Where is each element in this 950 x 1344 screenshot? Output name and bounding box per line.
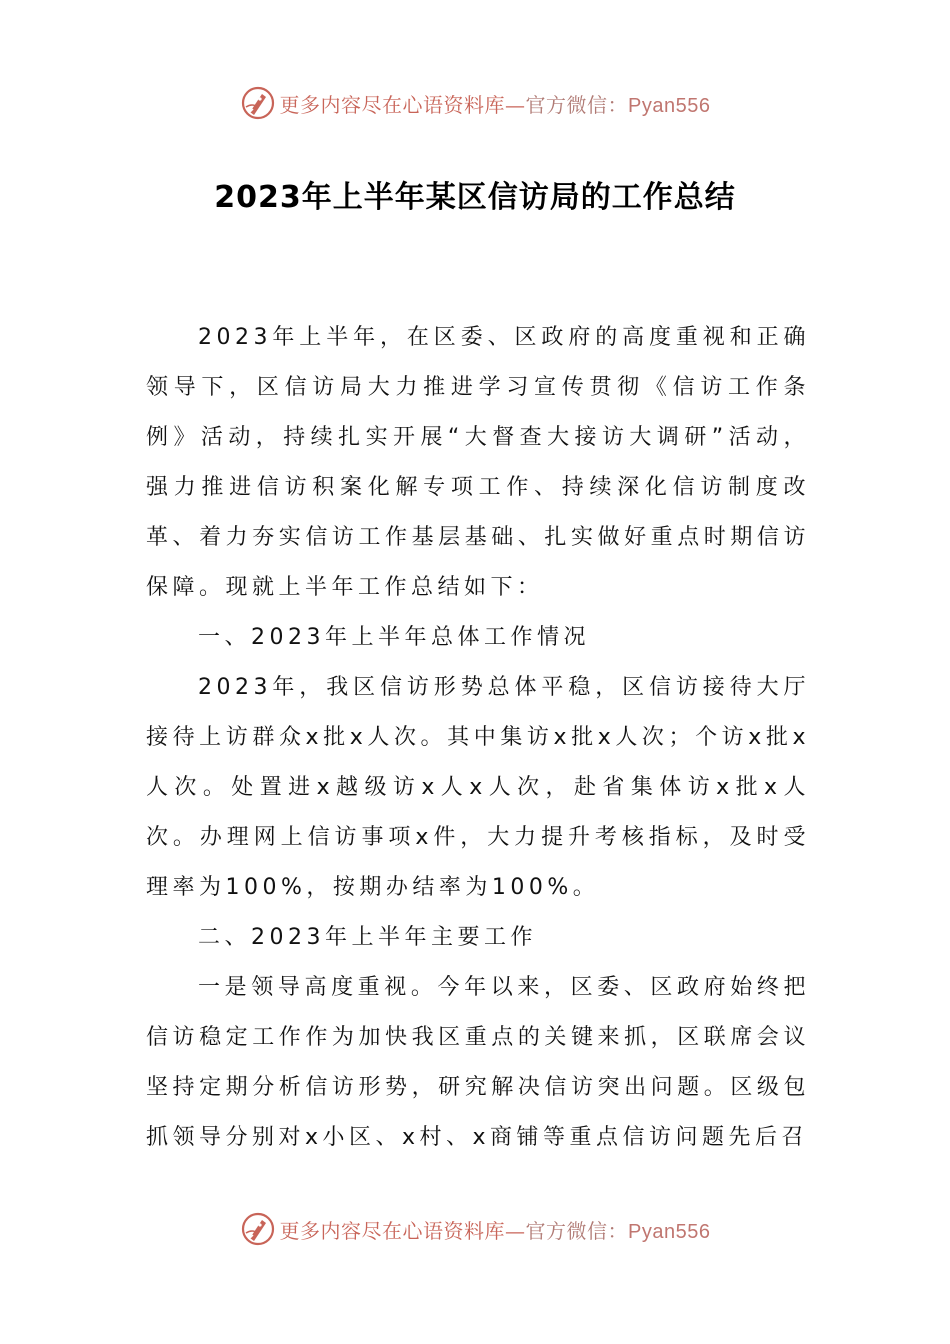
- banner-wechat-label: 官方微信：: [525, 92, 629, 117]
- header-banner: [0, 83, 950, 123]
- document-title: 2023年上半年某区信访局的工作总结: [214, 180, 736, 215]
- paragraph-overview: 2023年，我区信访形势总体平稳，区信访接待大厅接待上访群众x批x人次。其中集访x批x人次；个访x批x人次。处置进x越级访x人x人次，赴省集体访x批x人次。办理网上信访事项x件，大力提升考核指标，及时受理率为100%，按期办结率为100%。: [146, 675, 810, 900]
- pen-nib-logo-icon: [240, 85, 276, 121]
- document-body: [146, 313, 810, 1163]
- banner-separator: —: [505, 92, 526, 117]
- banner-separator: —: [505, 1218, 526, 1243]
- banner-main-text: 更多内容尽在心语资料库: [279, 1218, 506, 1243]
- banner-wechat-label: 官方微信：: [525, 1218, 629, 1243]
- pen-nib-logo-icon: [240, 1211, 276, 1247]
- banner-text: [280, 89, 711, 118]
- paragraph-leadership: 一是领导高度重视。今年以来，区委、区政府始终把信访稳定工作作为加快我区重点的关键来抓，区联席会议坚持定期分析信访形势，研究解决信访突出问题。区级包抓领导分别对x小区、x村、x商铺等重点信访问题先后召: [146, 975, 810, 1150]
- paragraph-intro: 2023年上半年，在区委、区政府的高度重视和正确领导下，区信访局大力推进学习宣传贯彻《信访工作条例》活动，持续扎实开展“大督查大接访大调研”活动，强力推进信访积案化解专项工作、持续深化信访制度改革、着力夯实信访工作基层基础、扎实做好重点时期信访保障。现就上半年工作总结如下：: [146, 325, 810, 600]
- banner-text: [280, 1215, 711, 1244]
- banner-wechat-id: Pyan556: [628, 94, 711, 117]
- section-heading-2: 二、2023年上半年主要工作: [198, 925, 537, 950]
- banner-main-text: 更多内容尽在心语资料库: [279, 92, 506, 117]
- section-heading-1: 一、2023年上半年总体工作情况: [198, 625, 590, 650]
- footer-banner: [0, 1209, 950, 1249]
- banner-wechat-id: Pyan556: [628, 1220, 711, 1243]
